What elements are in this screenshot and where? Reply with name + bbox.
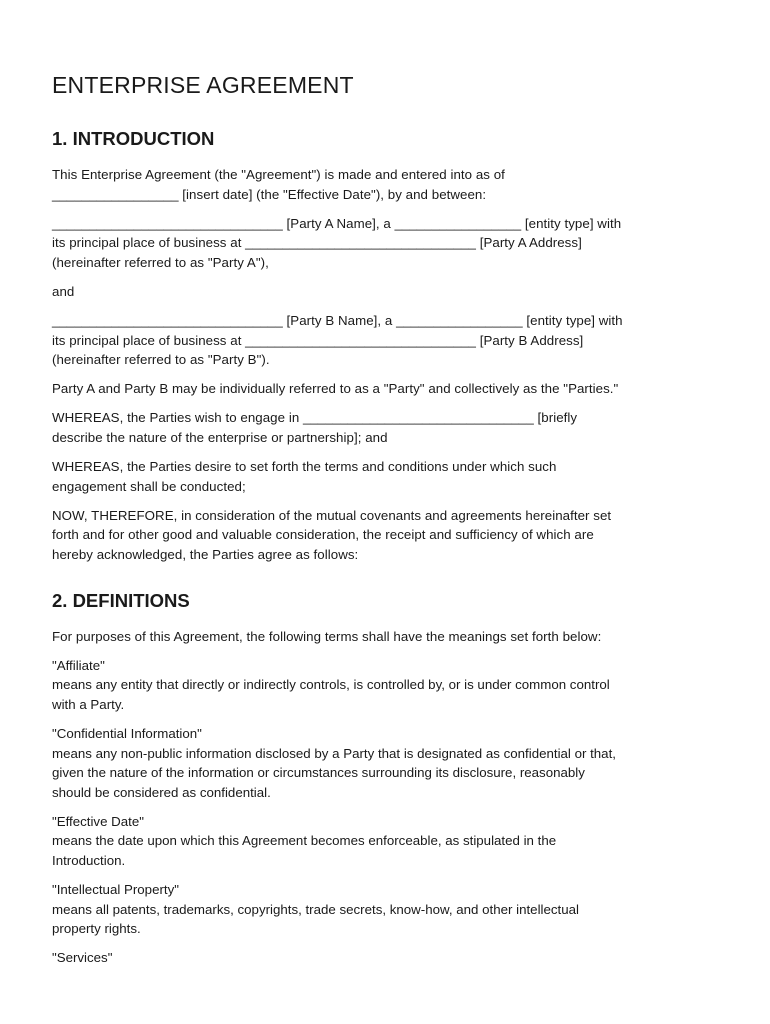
- definition-services: [52, 948, 722, 968]
- definition-meaning: means any entity that directly or indirectly controls, is controlled by, or is under common control with a Party.: [52, 677, 610, 712]
- definitions-intro: For purposes of this Agreement, the following terms shall have the meanings set forth below:: [52, 628, 602, 644]
- definition-term: "Confidential Information": [52, 725, 202, 741]
- intro-paragraph-parties: Party A and Party B may be individually referred to as a "Party" and collectively as the "Parties.": [52, 381, 619, 397]
- document-page: [52, 70, 722, 978]
- intro-paragraph-whereas-engage: WHEREAS, the Parties wish to engage in _______________________________ [briefly describe the nature of the enterprise or partnership]; and: [52, 410, 578, 446]
- intro-paragraph-whereas-terms: WHEREAS, the Parties desire to set forth the terms and conditions under which such engagement shall be conducted;: [52, 459, 557, 494]
- definition-meaning: means the date upon which this Agreement becomes enforceable, as stipulated in the Introduction.: [52, 833, 557, 869]
- definition-affiliate: [52, 656, 722, 715]
- intro-paragraph-and: and: [52, 283, 75, 299]
- intro-paragraph-party-a: _______________________________ [Party A Name], a _________________ [entity type] with its principal place of business at _______________________________ [Party A Address] (hereinafter referred to as "Party A"),: [52, 215, 622, 270]
- definition-term: "Intellectual Property": [52, 882, 179, 898]
- definition-intellectual-property: [52, 880, 722, 939]
- section-introduction: [52, 127, 722, 565]
- definition-effective-date: [52, 812, 722, 871]
- intro-paragraph-opening: This Enterprise Agreement (the "Agreement") is made and entered into as of _________________ [insert date] (the "Effective Date"), by and between:: [52, 167, 505, 202]
- definition-confidential-information: [52, 724, 722, 802]
- definition-meaning: means any non-public information disclosed by a Party that is designated as confidential or that, given the nature of the information or circumstances surrounding its disclosure, reasonably should be considered as confidential.: [52, 745, 616, 800]
- definition-term: "Affiliate": [52, 657, 105, 673]
- intro-paragraph-now-therefore: NOW, THEREFORE, in consideration of the mutual covenants and agreements hereinafter set forth and for other good and valuable consideration, the receipt and sufficiency of which are hereby acknowledged, the Parties agree as follows:: [52, 507, 612, 562]
- definition-term: "Effective Date": [52, 813, 144, 829]
- definition-term: "Services": [52, 950, 113, 966]
- definition-meaning: means all patents, trademarks, copyrights, trade secrets, know-how, and other intellectual property rights.: [52, 901, 579, 937]
- document-title: ENTERPRISE AGREEMENT: [52, 72, 354, 98]
- introduction-heading: 1. INTRODUCTION: [52, 128, 215, 149]
- intro-paragraph-party-b: _______________________________ [Party B Name], a _________________ [entity type] with its principal place of business at _______________________________ [Party B Address] (hereinafter referred to as "Party B").: [52, 313, 623, 368]
- section-definitions: [52, 589, 722, 968]
- definitions-heading: 2. DEFINITIONS: [52, 589, 190, 611]
